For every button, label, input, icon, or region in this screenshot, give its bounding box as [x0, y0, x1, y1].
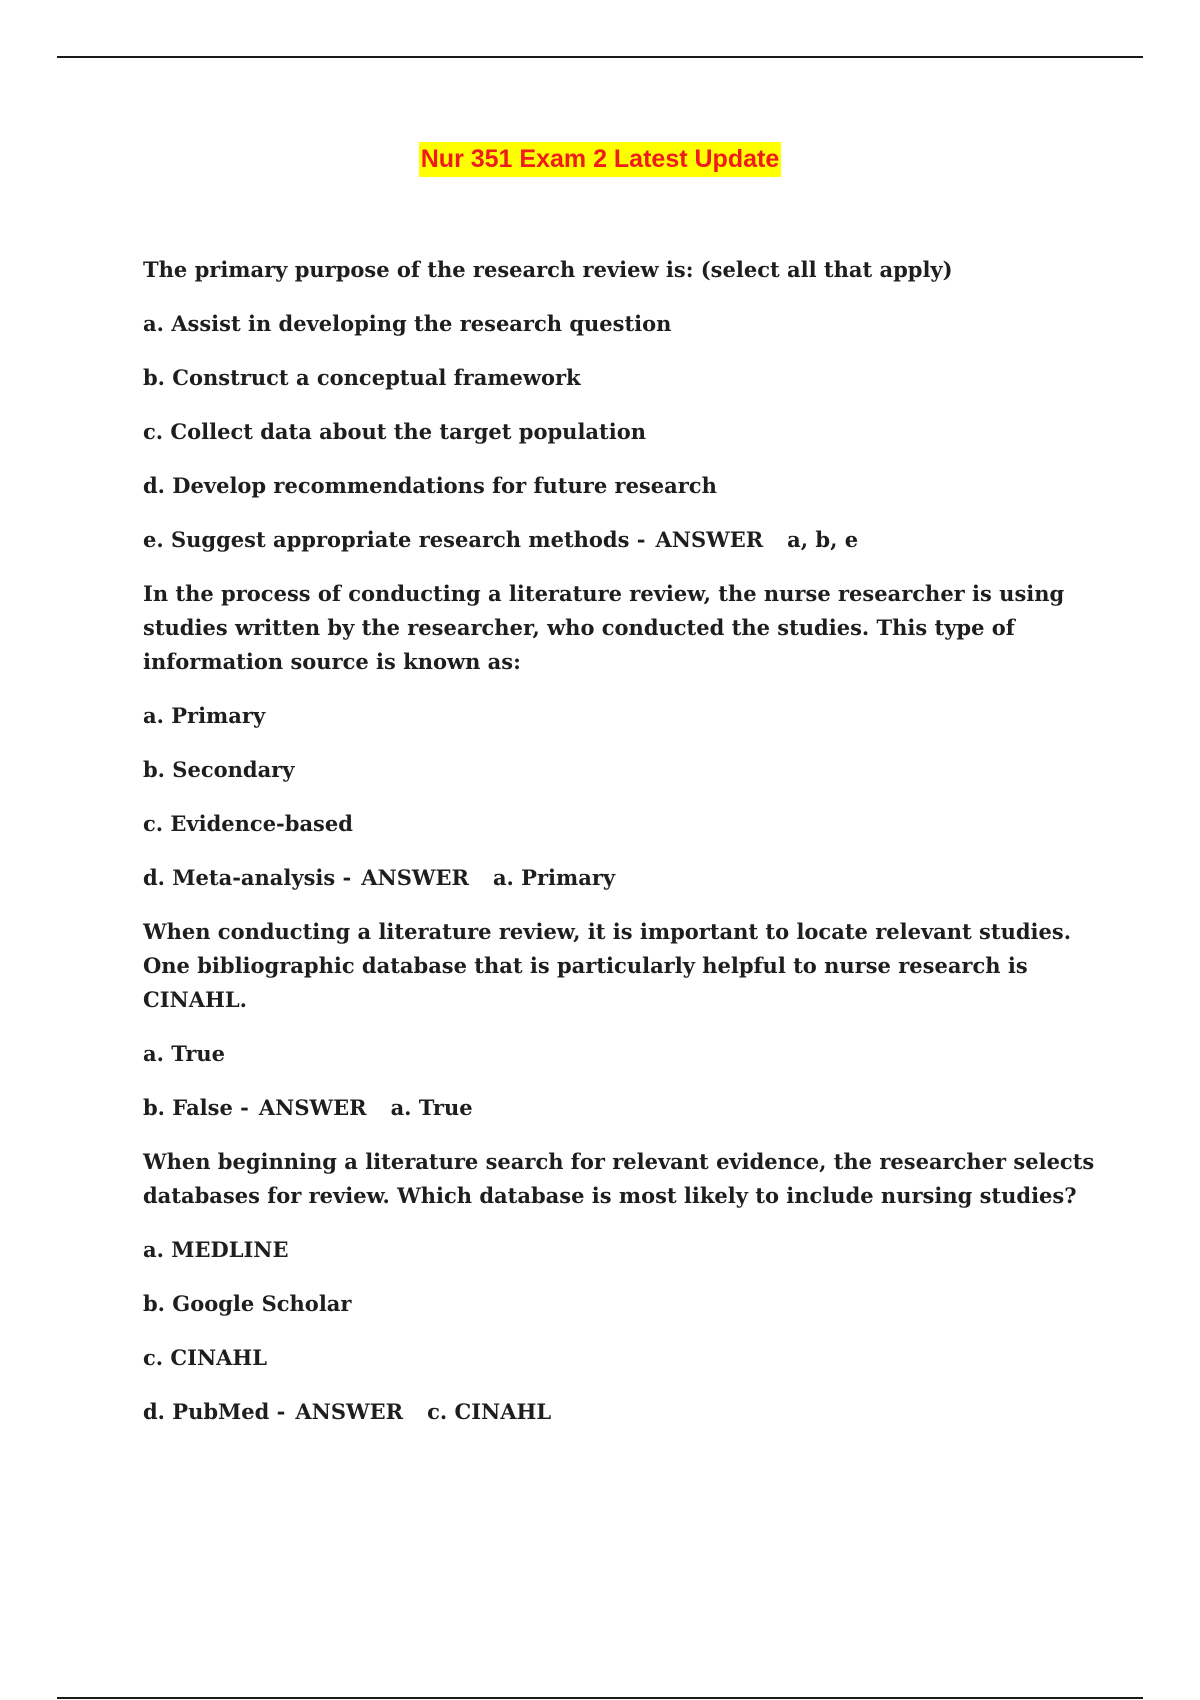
question-block — [143, 915, 1103, 1125]
answer-option-with-answer — [143, 1395, 1103, 1429]
answer-option: d. PubMed - — [143, 1399, 286, 1424]
title-container — [0, 142, 1200, 177]
questions-content — [143, 253, 1103, 1449]
answer-option: c. Evidence-based — [143, 811, 353, 836]
top-rule — [57, 56, 1143, 58]
bottom-rule — [57, 1697, 1143, 1699]
answer-label: ANSWER — [295, 1399, 404, 1424]
answer-value: c. CINAHL — [427, 1399, 552, 1424]
answer-option: b. Google Scholar — [143, 1291, 352, 1316]
question-prompt: When conducting a literature review, it is important to locate relevant studies. One bibliographic database that is particularly helpful to nurse research is CINAHL. — [143, 919, 1071, 1012]
answer-option: d. Develop recommendations for future research — [143, 473, 717, 498]
answer-option: a. Assist in developing the research question — [143, 311, 672, 336]
question-prompt: When beginning a literature search for relevant evidence, the researcher selects databases for review. Which database is most likely to include nursing studies? — [143, 1149, 1095, 1208]
answer-option: c. Collect data about the target population — [143, 419, 646, 444]
answer-option-with-answer — [143, 1091, 1103, 1125]
answer-option: b. Secondary — [143, 757, 295, 782]
answer-option: a. Primary — [143, 703, 266, 728]
answer-value: a. True — [390, 1095, 473, 1120]
answer-label: ANSWER — [258, 1095, 367, 1120]
question-block — [143, 253, 1103, 557]
question-prompt: In the process of conducting a literature review, the nurse researcher is using studies written by the researcher, who conducted the studies. This type of information source is known as: — [143, 581, 1065, 674]
answer-value: a. Primary — [492, 865, 616, 890]
answer-option: c. CINAHL — [143, 1345, 268, 1370]
answer-value: a, b, e — [787, 527, 859, 552]
answer-option: b. False - — [143, 1095, 249, 1120]
question-block — [143, 577, 1103, 895]
answer-option: a. True — [143, 1041, 226, 1066]
answer-option: e. Suggest appropriate research methods - — [143, 527, 646, 552]
document-title: Nur 351 Exam 2 Latest Update — [419, 142, 781, 177]
answer-option-with-answer — [143, 861, 1103, 895]
answer-option-with-answer — [143, 523, 1103, 557]
answer-option: d. Meta-analysis - — [143, 865, 352, 890]
answer-label: ANSWER — [361, 865, 469, 890]
answer-label: ANSWER — [655, 527, 764, 552]
answer-option: b. Construct a conceptual framework — [143, 365, 581, 390]
question-prompt: The primary purpose of the research review is: (select all that apply) — [143, 257, 953, 282]
question-block — [143, 1145, 1103, 1429]
answer-option: a. MEDLINE — [143, 1237, 289, 1262]
